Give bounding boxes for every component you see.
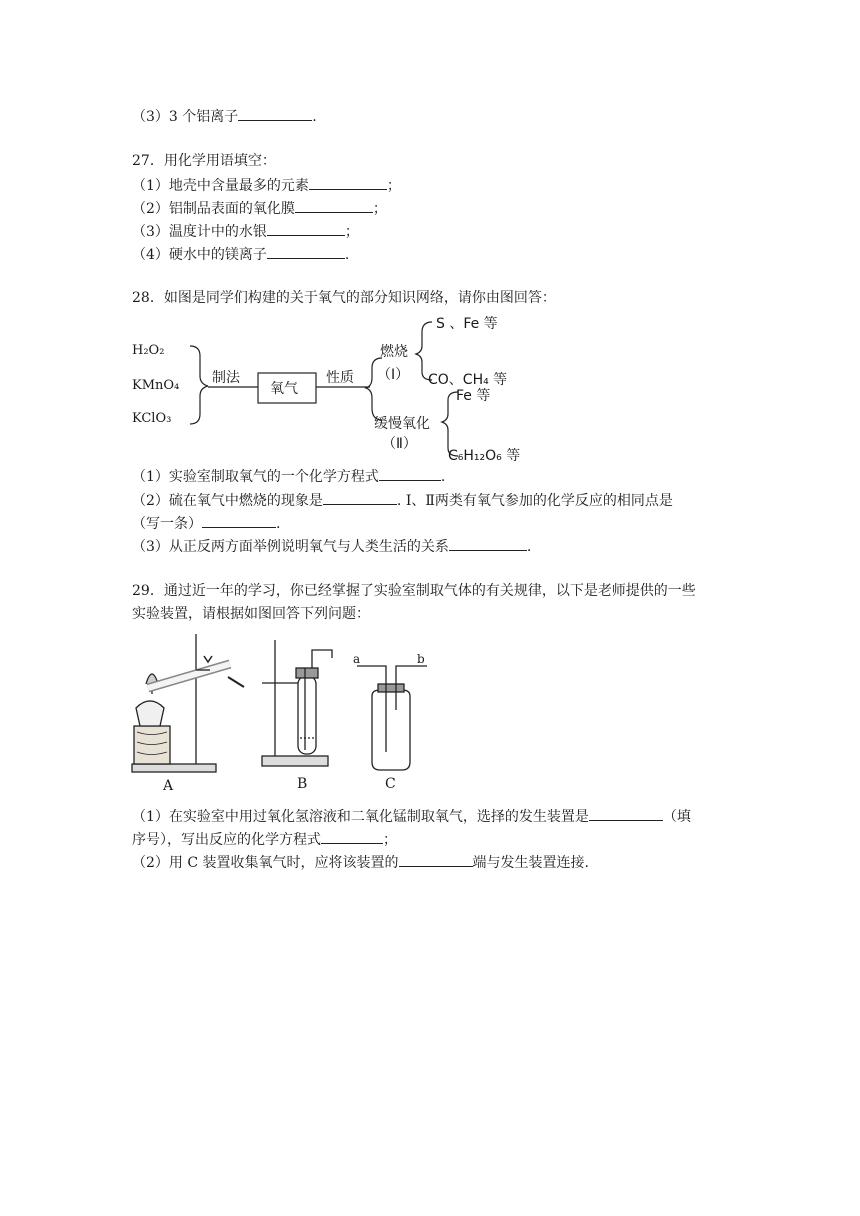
q28-q2-mid: . Ⅰ、Ⅱ两类有氧气参加的化学反应的相同点是 — [396, 493, 673, 509]
q26-part3-end: . — [312, 109, 317, 125]
q29-q1-fill-note: （填 — [662, 809, 691, 825]
q29-q1-line2-text: 序号），写出反应的化学方程式 — [132, 832, 321, 848]
q28-q3-end: . — [526, 539, 532, 555]
q28-q1-end: . — [440, 469, 446, 485]
q29-title-line1: 29．通过近一年的学习，你已经掌握了实验室制取气体的有关规律，以下是老师提供的一些 — [132, 583, 696, 599]
answer-blank[interactable] — [321, 829, 383, 844]
port-b: b — [417, 652, 425, 666]
slow-oxidation-label: 缓慢氧化 — [374, 416, 430, 432]
label-a: A — [163, 778, 174, 794]
q28-q2-end: . — [276, 516, 281, 532]
q27-item-4-end: . — [344, 247, 350, 263]
oxygen-label: 氧气 — [270, 381, 298, 397]
slow-item-fe: Fe 等 — [456, 388, 491, 404]
burn-item-s-fe: S 、Fe 等 — [436, 316, 498, 332]
q26-part3-text: （3）3 个铝离子 — [132, 109, 239, 125]
property-label: 性质 — [326, 370, 354, 386]
apparatus-c — [357, 666, 427, 770]
reactant-kclo3: KClO₃ — [132, 411, 172, 426]
reactant-h2o2: H₂O₂ — [132, 343, 165, 358]
q27-item-3-text: （3）温度计中的水银 — [132, 224, 267, 240]
label-c: C — [385, 776, 396, 792]
q27-item-3-end: ； — [344, 224, 359, 240]
burn-item-co-ch4: CO、CH₄ 等 — [428, 372, 508, 388]
apparatus-a — [132, 634, 244, 772]
q27-title: 27．用化学用语填空： — [132, 153, 276, 169]
q28-q1-text: （1）实验室制取氧气的一个化学方程式 — [132, 469, 379, 485]
q29-q2 — [132, 852, 589, 873]
q29-q2-end: 端与发生装置连接. — [472, 855, 589, 871]
q28-q3-text: （3）从正反两方面举例说明氧气与人类生活的关系 — [132, 539, 449, 555]
slow-item-glucose: C₆H₁₂O₆ 等 — [448, 448, 521, 464]
q27-item-1-text: （1）地壳中含量最多的元素 — [132, 178, 309, 194]
q28-title: 28．如图是同学们构建的关于氧气的部分知识网络，请你由图回答： — [132, 290, 556, 306]
q27-item-4-text: （4）硬水中的镁离子 — [132, 247, 267, 263]
q29-title-line2: 实验装置，请根据如图回答下列问题： — [132, 606, 370, 622]
q28-q2-line2-text: （写一条） — [132, 516, 202, 532]
q27-item-2-text: （2）铝制品表面的氧化膜 — [132, 201, 295, 217]
q27-item-2-end: ； — [372, 201, 387, 217]
burn-label: 燃烧 — [380, 344, 408, 360]
burn-number: （Ⅰ） — [377, 367, 410, 383]
reactant-kmno4: KMnO₄ — [132, 378, 180, 393]
apparatus-b — [262, 640, 332, 766]
answer-blank[interactable] — [589, 806, 663, 821]
method-label: 制法 — [212, 370, 240, 386]
q29-q1-line1 — [132, 806, 691, 827]
answer-blank[interactable] — [399, 852, 473, 867]
q28-q2-text: （2）硫在氧气中燃烧的现象是 — [132, 493, 323, 509]
label-b: B — [297, 776, 308, 792]
port-a: a — [353, 652, 361, 666]
slow-number: （Ⅱ） — [382, 436, 417, 452]
q29-q1-end: ； — [383, 832, 397, 848]
q29-q1-line2 — [132, 829, 397, 850]
q29-q1-text: （1）在实验室中用过氧化氢溶液和二氧化锰制取氧气，选择的发生装置是 — [132, 809, 589, 825]
q27-item-1-end: ； — [386, 178, 401, 194]
q29-q2-text: （2）用 C 装置收集氧气时，应将该装置的 — [132, 855, 399, 871]
